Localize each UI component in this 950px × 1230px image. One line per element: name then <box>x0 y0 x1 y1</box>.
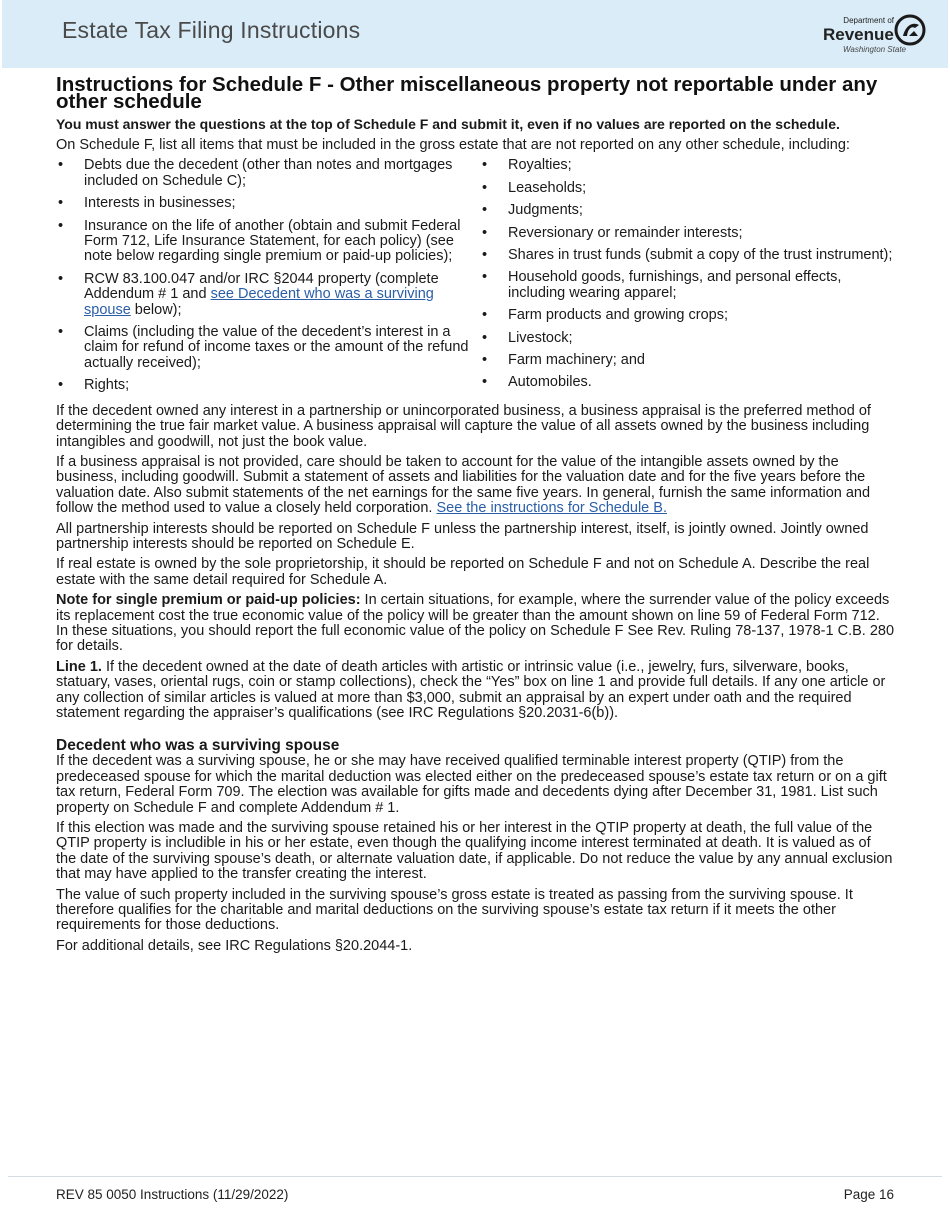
spouse-paragraph-2: If this election was made and the surviving spouse retained his or her interest in the QTIP property at death, the full value of the QTIP property is includible in his or her estate, even though the qualifying income interest terminated at death. It is valued as of the date of the surviving spouse’s death, or alternate valuation date, if applicable. Do not reduce the value by any annual exclusion that may have applied to the transfer creating the interest. <box>56 820 893 883</box>
header-title: Estate Tax Filing Instructions <box>62 17 361 43</box>
logo-department-text: Department of <box>843 16 894 25</box>
list-item: • Rights; <box>56 378 480 393</box>
list-item: • Shares in trust funds (submit a copy of the trust instrument); <box>480 248 894 263</box>
list-item: • Interests in businesses; <box>56 196 480 211</box>
real-estate-paragraph: If real estate is owned by the sole proprietorship, it should be reported on Schedule F and not on Schedule A. Describe the real estate with the same detail required for Schedule A. <box>56 556 870 588</box>
list-item <box>56 272 480 318</box>
list-item: • Judgments; <box>480 203 894 218</box>
property-list-left <box>56 158 480 400</box>
surviving-spouse-heading: Decedent who was a surviving spouse <box>56 737 340 755</box>
partnership-interests-paragraph: All partnership interests should be reported on Schedule F unless the partnership interest, itself, is jointly owned. Jointly owned partnership interests should be reported on Schedule E. <box>56 520 869 552</box>
must-answer-notice: You must answer the questions at the top of Schedule F and submit it, even if no values are reported on the schedule. <box>56 116 840 132</box>
note-text: In certain situations, for example, where the surrender value of the policy exceeds its replacement cost the true economic value of the policy will be greater than the amount shown on line 59 of Federal Form 712. In these situations, you should report the full economic value of the policy on Schedule F See Rev. Ruling 78-137, 1978-1 C.B. 280 for details. <box>56 592 895 655</box>
dor-logo <box>820 12 930 58</box>
single-premium-note <box>56 593 894 655</box>
page-heading: Instructions for Schedule F - Other miscellaneous property not reportable under any other schedule <box>56 73 878 113</box>
dor-logo-icon <box>894 14 926 46</box>
list-item-text: RCW 83.100.047 and/or IRC §2044 property (complete Addendum # 1 and <box>84 270 439 303</box>
property-list <box>56 158 894 400</box>
surviving-spouse-link[interactable]: see Decedent who was a surviving spouse <box>84 286 434 318</box>
list-item: • Farm products and growing crops; <box>480 308 894 323</box>
footer-divider <box>8 1176 942 1177</box>
list-item: • Household goods, furnishings, and personal effects, including wearing apparel; <box>480 270 894 301</box>
list-item: • Livestock; <box>480 331 894 346</box>
logo-state-text: Washington State <box>842 45 906 54</box>
document-body <box>56 73 895 959</box>
list-item: • Debts due the decedent (other than notes and mortgages included on Schedule C); <box>56 158 480 189</box>
list-item: • Claims (including the value of the decedent’s interest in a claim for refund of income taxes or the amount of the refund actually received); <box>56 325 480 371</box>
page-header <box>2 0 948 68</box>
note-label: Note for single premium or paid-up policies: <box>56 592 361 609</box>
footer-page-number: Page 16 <box>843 1187 894 1202</box>
list-item: • Reversionary or remainder interests; <box>480 226 894 241</box>
logo-revenue-text: Revenue <box>823 25 894 44</box>
partnership-paragraph: If the decedent owned any interest in a partnership or unincorporated business, a business appraisal is the preferred method of determining the true fair market value. A business appraisal will capture the value of all assets owned by the business including intangibles and goodwill, not just the book value. <box>56 402 871 450</box>
list-item: • Farm machinery; and <box>480 353 894 368</box>
list-item: • Leaseholds; <box>480 181 894 196</box>
list-item-text: below); <box>130 301 182 318</box>
line1-paragraph <box>56 660 894 722</box>
line1-text: If the decedent owned at the date of death articles with artistic or intrinsic value (i.e., jewelry, furs, silverware, books, statuary, vases, oriental rugs, coin or stamp collections), check the “Yes” box on line 1 and provide full details. If any one article or any collection of similar articles is valued at more than $3,000, submit an appraisal by an expert under oath and the required statement regarding the appraiser’s qualifications (see IRC Regulations §20.2031-6(b)). <box>56 658 886 721</box>
business-appraisal-text: If a business appraisal is not provided, care should be taken to account for the value of the intangible assets owned by the business, including goodwill. Submit a statement of assets and liabilities for the valuation date and for the five years before the valuation date. Also submit statements of the net earnings for the same five years. In general, furnish the same information and follow the method used to value a closely held corporation. <box>56 453 871 517</box>
spouse-paragraph-3: The value of such property included in the surviving spouse’s gross estate is treated as passing from the surviving spouse. It therefore qualifies for the charitable and marital deductions on the surviving spouse’s estate tax return if it meets the other requirements for those deductions. <box>56 886 853 934</box>
schedule-b-link[interactable]: See the instructions for Schedule B. <box>436 500 667 517</box>
intro-paragraph: On Schedule F, list all items that must be included in the gross estate that are not reported on any other schedule, including: <box>56 137 850 153</box>
list-item: • Royalties; <box>480 158 894 173</box>
property-list-right <box>480 158 894 400</box>
line1-label: Line 1. <box>56 658 102 675</box>
spouse-paragraph-4: For additional details, see IRC Regulations §20.2044-1. <box>56 937 413 954</box>
list-item: • Insurance on the life of another (obtain and submit Federal Form 712, Life Insurance Statement, for each policy) (see note below regarding single premium or paid-up policies); <box>56 219 480 265</box>
spouse-paragraph-1: If the decedent was a surviving spouse, he or she may have received qualified terminable interest property (QTIP) from the predeceased spouse for which the marital deduction was elected either on the predeceased spouse’s estate tax return or on a gift tax return, Federal Form 709. The election was available for gifts made and decedents dying after December 31, 1981. List such property on Schedule F and complete Addendum # 1. <box>56 753 887 816</box>
footer-form-id: REV 85 0050 Instructions (11/29/2022) <box>56 1187 289 1202</box>
list-item: • Automobiles. <box>480 375 894 390</box>
business-appraisal-paragraph <box>56 455 894 517</box>
